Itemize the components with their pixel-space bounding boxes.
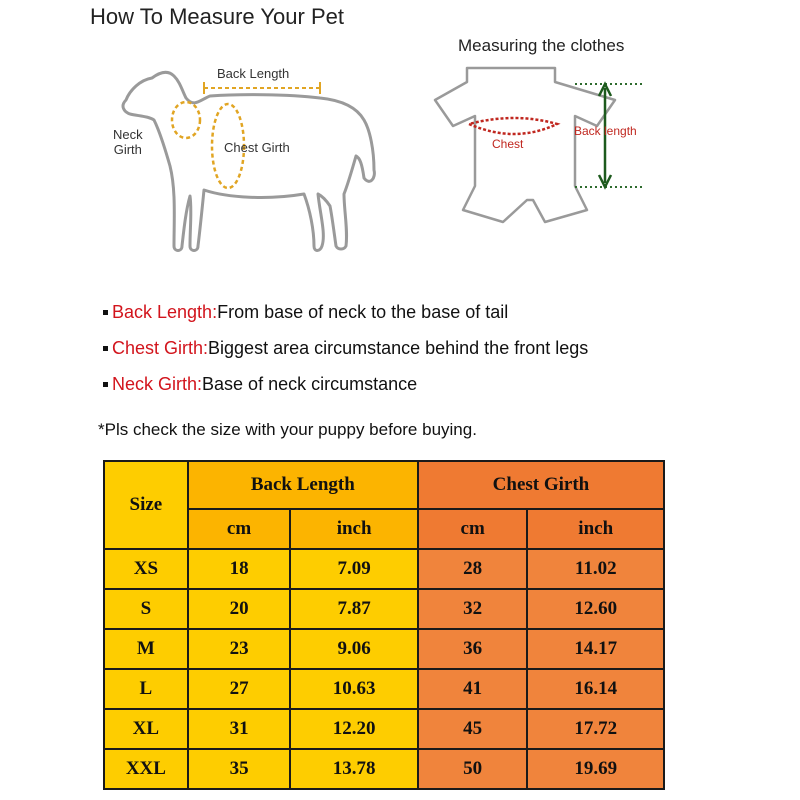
unit-header-cell: inch [527,509,664,549]
chest-inch-cell: 19.69 [527,749,664,789]
table-row [104,749,664,789]
table-unit-row [104,509,664,549]
definition-text: From base of neck to the base of tail [217,302,509,322]
size-cell: L [104,669,188,709]
size-cell: XL [104,709,188,749]
chest-cm-cell: 45 [418,709,528,749]
chest-inch-cell: 12.60 [527,589,664,629]
clothes-diagram-title: Measuring the clothes [458,36,625,55]
size-chart-table [103,460,665,790]
chest-cm-cell: 32 [418,589,528,629]
dog-back-length-label: Back Length [217,66,290,81]
unit-header-cell: cm [188,509,291,549]
size-header-cell: Size [104,461,188,549]
size-cell: XXL [104,749,188,789]
dog-chest-girth-label: Chest Girth [224,140,290,155]
chest-girth-header-cell: Chest Girth [418,461,664,509]
table-header-row [104,461,664,509]
unit-header-cell: inch [290,509,418,549]
definition-chest-girth [103,336,588,372]
clothes-measurement-diagram [425,60,665,240]
definition-text: Biggest area circumstance behind the front legs [208,338,589,358]
dog-neck-girth-label [113,127,143,157]
back-cm-cell: 23 [188,629,291,669]
chest-cm-cell: 28 [418,549,528,589]
back-cm-cell: 31 [188,709,291,749]
back-cm-cell: 20 [188,589,291,629]
back-inch-cell: 12.20 [290,709,418,749]
definition-text: Base of neck circumstance [202,374,418,394]
table-row [104,629,664,669]
definition-neck-girth [103,372,588,408]
measurement-definitions [103,300,588,408]
chest-inch-cell: 17.72 [527,709,664,749]
neck-label-line2: Girth [113,142,142,157]
table-row [104,669,664,709]
page-title: How To Measure Your Pet [90,4,344,29]
chest-cm-cell: 50 [418,749,528,789]
chest-inch-cell: 11.02 [527,549,664,589]
chest-cm-cell: 36 [418,629,528,669]
table-row [104,709,664,749]
definition-back-length [103,300,588,336]
dog-measurement-diagram [108,60,388,280]
clothes-chest-label: Chest [492,137,524,151]
back-cm-cell: 35 [188,749,291,789]
clothes-back-length-label: Back length [574,124,637,138]
size-check-note: *Pls check the size with your puppy before buying. [98,420,477,439]
chest-inch-cell: 16.14 [527,669,664,709]
bullet-icon [103,346,108,351]
chest-cm-cell: 41 [418,669,528,709]
clothes-outline-illustration [425,60,665,240]
bullet-icon [103,310,108,315]
back-inch-cell: 10.63 [290,669,418,709]
size-cell: S [104,589,188,629]
bullet-icon [103,382,108,387]
dog-outline-illustration [108,60,388,280]
back-length-header-cell: Back Length [188,461,418,509]
table-row [104,549,664,589]
definition-term: Back Length: [112,302,218,322]
neck-label-line1: Neck [113,127,143,142]
chest-inch-cell: 14.17 [527,629,664,669]
size-cell: M [104,629,188,669]
back-inch-cell: 7.09 [290,549,418,589]
back-inch-cell: 7.87 [290,589,418,629]
table-row [104,589,664,629]
back-inch-cell: 9.06 [290,629,418,669]
definition-term: Chest Girth: [112,338,209,358]
back-cm-cell: 27 [188,669,291,709]
unit-header-cell: cm [418,509,528,549]
back-inch-cell: 13.78 [290,749,418,789]
definition-term: Neck Girth: [112,374,203,394]
back-cm-cell: 18 [188,549,291,589]
size-cell: XS [104,549,188,589]
